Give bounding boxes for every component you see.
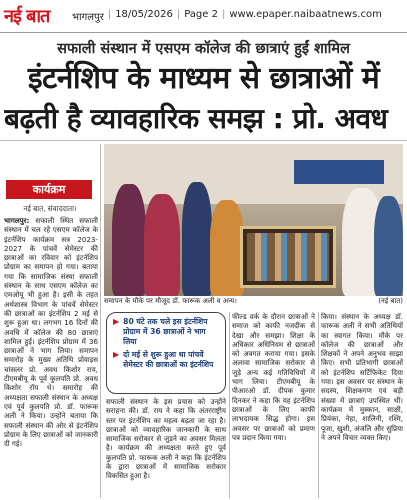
column-divider: [229, 312, 230, 498]
photo-caption-text: समापन के मौके पर मौजूद डॉ. फारूक अली व अन्य।: [104, 297, 237, 305]
masthead: [0, 0, 407, 33]
divider: [0, 140, 407, 141]
website-link[interactable]: www.epaper.naibaatnews.com: [229, 9, 382, 20]
photo-person: [374, 196, 403, 296]
bullet-icon: ▶: [113, 350, 120, 359]
article-photo[interactable]: [104, 144, 403, 296]
edition-city: भागलपुर: [72, 12, 104, 23]
article-headline-line1: इंटर्नशिप के माध्यम से छात्राओं में: [27, 61, 380, 96]
article-byline: नई बात, संवाददाता।: [23, 204, 77, 213]
callout-item-text: 80 घंटे तक चले इस इंटर्नशिप प्रोग्राम में 36 छात्राओं ने भाग लिया: [123, 317, 208, 346]
article-headline-line2: बढ़ती है व्यावहारिक समझ : प्रो. अवध: [4, 102, 388, 135]
callout-item: [113, 350, 219, 370]
callout-item-text: दो मई से शुरू हुआ था पांचवें सेमेस्टर की छात्राओं का इंटर्नशिप: [123, 350, 214, 369]
photo-banner: [294, 160, 384, 184]
photo-person: [112, 184, 146, 296]
article-column-2: [106, 397, 226, 498]
column-4-text: किया। संस्थान के अध्यक्ष डॉ. फारूक अली ने सभी अतिथियों का स्वागत किया। मौके पर कॉलेज की छात्राओं और शिक्षकों ने अपने अनुभव साझा किए। सभी प्रतिभागी छात्राओं को इंटर्नशिप सर्टिफिकेट दिया गया। इस अवसर पर संस्थान के सदस्य, शिक्षकगण एवं बड़ी संख्या में छात्राएं उपस्थित थीं। कार्यक्रम में मुस्कान, साक्षी, प्रियंका, नेहा, शालिनी, रश्मि, पूजा, खुशी, अंजलि और सुप्रिया ने अपने विचार व्यक्त किए।: [321, 312, 403, 442]
bullet-icon: ▶: [113, 317, 120, 326]
column-2-text: सफाली संस्थान के इस प्रयास को उन्होंने सराहना की। डॉ. राय ने कहा कि अंतरराष्ट्रीय स्तर पर इंटर्नशिप का महत्व बढ़ता जा रहा है। छात्राओं को व्यावहारिक जानकारी के साथ सामाजिक सरोकार से जुड़ने का अवसर मिलता है। कार्यक्रम की अध्यक्षता करते हुए पूर्व कुलपति प्रो. फारूक अली ने कहा कि इंटर्नशिप के द्वारा छात्राओं में सामाजिक सरोकार विकसित हुआ है।: [106, 397, 226, 481]
logo-text: नई बात: [4, 6, 50, 27]
collage-inner: [247, 233, 329, 281]
column-3-text: फील्ड वर्क के दौरान छात्राओं ने समाज को काफी नजदीक से देखा और समझा। शिक्षा के अधिकार अधिनियम से छात्राओं को अवगत कराया गया। इसके अलावा सामाजिक सरोकार से जुड़े अन्य कई गतिविधियों में भाग लिया। टीएमबीयू के पीआरओ डॉ. दीपक कुमार दिनकर ने कहा कि यह इंटर्नशिप छात्राओं के लिए काफी लाभदायक सिद्ध होगा। इस अवसर पर छात्राओं को प्रमाण पत्र प्रदान किया गया।: [232, 312, 315, 442]
photo-frame-collage: [240, 226, 336, 288]
separator: |: [221, 9, 226, 20]
article-column-top-left: [4, 144, 98, 178]
photo-person: [182, 182, 212, 296]
dateline: भागलपुर:: [4, 216, 30, 225]
photo-person: [144, 194, 180, 296]
newspaper-logo[interactable]: [4, 1, 66, 31]
column-divider: [318, 312, 319, 498]
article-column-3: [232, 312, 315, 498]
section-badge: कार्यक्रम: [6, 180, 92, 199]
article-subheadline: सफाली संस्थान में एसएम कॉलेज की छात्राएं हुईं शामिल: [57, 41, 350, 57]
callout-item: [113, 317, 219, 347]
highlight-callout-box: [106, 312, 226, 394]
edition-meta: [72, 9, 382, 23]
article-column-1: [4, 216, 98, 498]
photo-person: [210, 200, 244, 296]
separator: |: [107, 9, 112, 20]
separator: |: [176, 9, 181, 20]
page-number: Page 2: [184, 9, 218, 20]
column-divider: [100, 144, 101, 498]
photo-credit: (नई बात): [378, 297, 403, 305]
photo-caption: [104, 297, 403, 306]
column-1-text: सफाली स्थित सफाली संस्थान में चल रहे एसएम कॉलेज के इंटर्नशिप कार्यक्रम सत्र 2023-2027 के पांचवें सेमेस्टर की छात्राओं का रविवार को इंटर्नशिप प्रोग्राम का समापन हो गया। बताया गया कि सामाजिक संस्था सफाली संस्थान के साथ एसएम कॉलेज का एमओयू भी हुआ है। इसी के तहत अर्थशास्त्र विभाग के पांचवें सेमेस्टर की छात्राओं का इंटर्नशिप 2 मई से शुरू हुआ था। लगभग 16 दिनों की अवधि में कॉलेज की 80 छात्राएं शामिल हुईं। इंटर्नशिप प्रोग्राम में 36 छात्राओं ने भाग लिया। समापन समारोह के मुख्य अतिथि प्रोवाइस चांसलर प्रो. अवध किशोर राय, टीएमबीयू के पूर्व कुलपति प्रो. अवध किशोर रॉय थे। समारोह की अध्यक्षता सफाली संस्थान के अध्यक्ष एवं पूर्व कुलपति प्रो. डॉ. फारूक अली ने किया। उन्होंने बताया कि सफाली संस्थान की ओर से इंटर्नशिप प्रोग्राम के लिए छात्राओं को जानकारी दी गई।: [4, 216, 98, 449]
article-column-4: [321, 312, 403, 498]
edition-date: 18/05/2026: [115, 9, 173, 20]
